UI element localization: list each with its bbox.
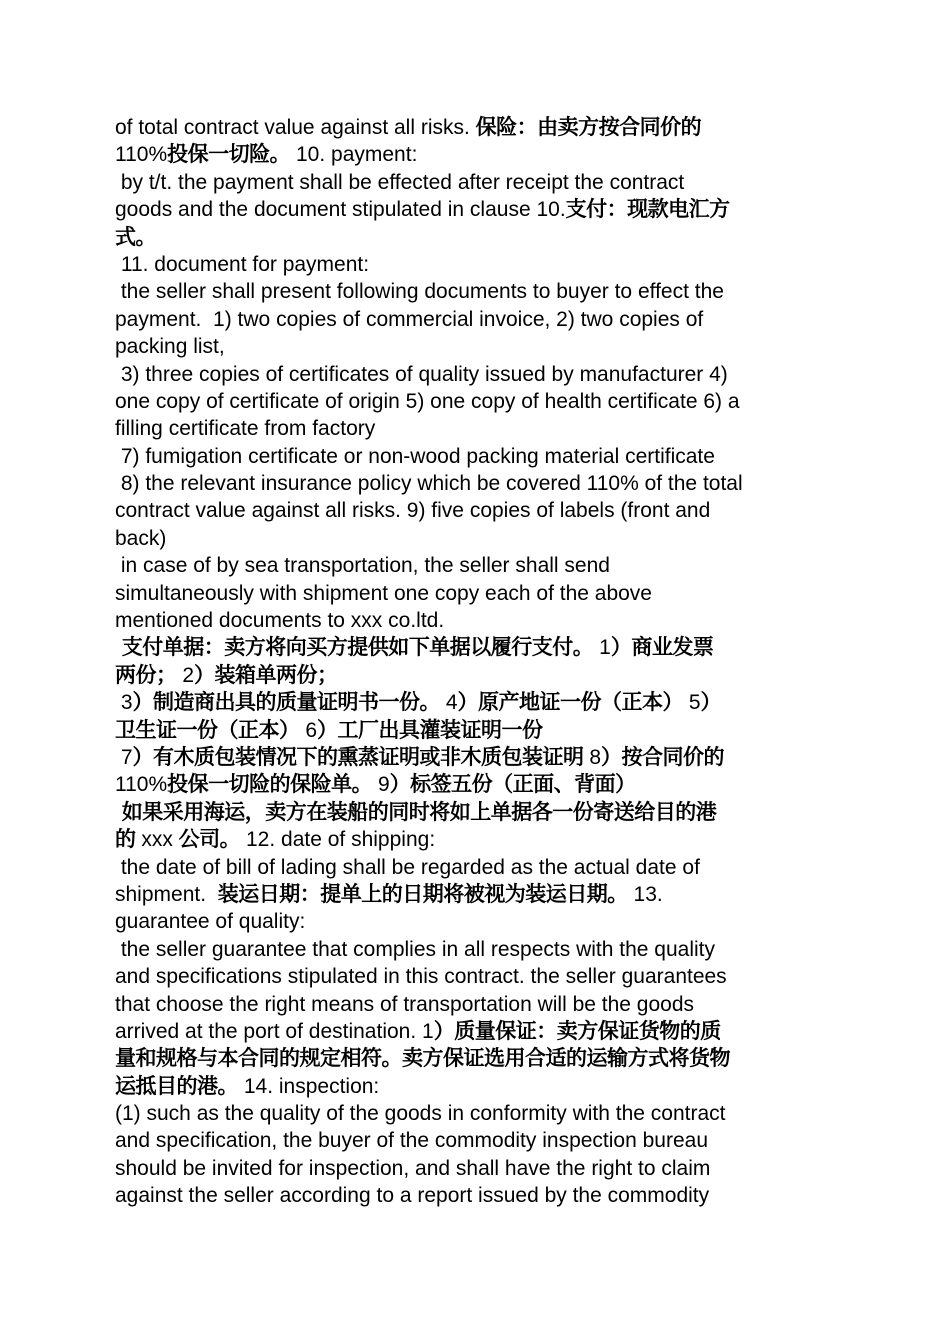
text-line xyxy=(115,607,840,634)
chinese-text-segment: 保险：由卖方按合同价的 xyxy=(475,115,702,139)
english-text-segment: 8 xyxy=(583,745,602,769)
text-line xyxy=(115,580,840,607)
english-text-segment: 3) three copies of certificates of quality issued by manufacturer 4) xyxy=(115,362,728,386)
english-text-segment: back) xyxy=(115,526,167,550)
text-line xyxy=(115,552,840,579)
english-text-segment: the seller shall present following documents to buyer to effect the xyxy=(115,280,724,304)
english-text-segment: 13. xyxy=(627,882,663,906)
english-text-segment: against the seller according to a report issued by the commodity xyxy=(115,1184,710,1208)
chinese-text-segment: ）按合同价的 xyxy=(601,744,725,769)
english-text-segment: guarantee of quality: xyxy=(115,910,306,934)
english-text-segment: and specification, the buyer of the commodity inspection bureau xyxy=(115,1129,709,1153)
text-line xyxy=(115,1100,840,1127)
text-line xyxy=(115,196,840,223)
english-text-segment: should be invited for inspection, and shall have the right to claim xyxy=(115,1156,711,1180)
text-line xyxy=(115,1155,840,1182)
chinese-text-segment: 量和规格与本合同的规定相符。卖方保证选用合适的运输方式将货物 xyxy=(115,1046,730,1071)
chinese-text-segment: 如果采用海运，卖方在装船的同时将如上单据各一份寄送给目的港 xyxy=(115,799,717,824)
english-text-segment: shipment. xyxy=(115,882,218,906)
chinese-text-segment: 装运日期：提单上的日期将被视为装运日期。 xyxy=(217,881,628,906)
english-text-segment: simultaneously with shipment one copy each of the above xyxy=(115,581,652,605)
text-line xyxy=(115,908,840,935)
text-line xyxy=(115,141,840,168)
english-text-segment: 3 xyxy=(115,691,133,715)
chinese-text-segment: ）商业发票 xyxy=(610,635,714,660)
text-line xyxy=(115,224,840,251)
text-line xyxy=(115,361,840,388)
text-line xyxy=(115,662,840,689)
english-text-segment: of total contract value against all risks. xyxy=(115,116,476,139)
english-text-segment: 6 xyxy=(299,718,318,742)
english-text-segment: that choose the right means of transportation will be the goods xyxy=(115,992,695,1016)
english-text-segment: 12. date of shipping: xyxy=(240,828,436,852)
text-line xyxy=(115,826,840,853)
english-text-segment: 4 xyxy=(440,691,458,715)
english-text-segment: payment. 1) two copies of commercial invoice, 2) two copies of xyxy=(115,307,704,331)
english-text-segment: 110% xyxy=(115,143,168,167)
english-text-segment: xxx xyxy=(135,828,179,852)
text-line xyxy=(115,936,840,963)
english-text-segment: packing list, xyxy=(115,335,225,359)
chinese-text-segment: 公司。 xyxy=(178,827,241,852)
chinese-text-segment: 卫生证一份（正本） xyxy=(115,717,300,742)
chinese-text-segment: 的 xyxy=(115,827,136,852)
chinese-text-segment: ）装箱单两份； xyxy=(194,662,338,687)
text-line xyxy=(115,689,840,716)
text-line xyxy=(115,1127,840,1154)
text-line xyxy=(115,771,840,798)
text-line xyxy=(115,497,840,524)
english-text-segment: the seller guarantee that complies in all respects with the quality xyxy=(115,937,715,961)
chinese-text-segment: ）有木质包装情况下的熏蒸证明或非木质包装证明 xyxy=(132,744,584,769)
chinese-text-segment: ）原产地证一份（正本） xyxy=(457,690,684,715)
text-line xyxy=(115,1182,840,1209)
text-line xyxy=(115,388,840,415)
english-text-segment: by t/t. the payment shall be effected after receipt the contract xyxy=(115,170,685,194)
text-line xyxy=(115,169,840,196)
english-text-segment: 7) fumigation certificate or non-wood packing material certificate xyxy=(115,444,715,468)
text-line xyxy=(115,443,840,470)
chinese-text-segment: ）制造商出具的质量证明书一份。 xyxy=(132,690,441,715)
text-line xyxy=(115,306,840,333)
text-line xyxy=(115,278,840,305)
english-text-segment: 5 xyxy=(683,691,701,715)
english-text-segment: 9 xyxy=(372,773,390,797)
english-text-segment: 1 xyxy=(593,636,611,660)
text-line xyxy=(115,963,840,990)
chinese-text-segment: 两份； xyxy=(115,662,177,687)
chinese-text-segment: ）工厂出具灌装证明一份 xyxy=(317,717,543,742)
english-text-segment: 110% xyxy=(115,773,168,797)
text-line xyxy=(115,470,840,497)
text-line xyxy=(115,251,840,278)
english-text-segment: 7 xyxy=(115,745,133,769)
chinese-text-segment: 支付：现款电汇方 xyxy=(565,197,730,222)
english-text-segment: 11. document for payment: xyxy=(115,252,370,276)
text-line xyxy=(115,991,840,1018)
english-text-segment: 10. payment: xyxy=(290,143,418,167)
text-line xyxy=(115,717,840,744)
english-text-segment: arrived at the port of destination. 1 xyxy=(115,1019,434,1043)
text-line xyxy=(115,881,840,908)
text-line xyxy=(115,744,840,771)
text-line xyxy=(115,415,840,442)
english-text-segment: 8) the relevant insurance policy which be covered 110% of the total xyxy=(115,472,743,496)
text-line xyxy=(115,1018,840,1045)
text-line xyxy=(115,1073,840,1100)
english-text-segment: mentioned documents to xxx co.ltd. xyxy=(115,609,445,633)
chinese-text-segment: ）标签五份（正面、背面） xyxy=(389,772,636,797)
english-text-segment: 14. inspection: xyxy=(238,1074,380,1098)
english-text-segment: filling certificate from factory xyxy=(115,417,376,441)
chinese-text-segment: ）质量保证：卖方保证货物的质 xyxy=(433,1018,721,1043)
english-text-segment: one copy of certificate of origin 5) one copy of health certificate 6) a xyxy=(115,389,740,413)
chinese-text-segment: ） xyxy=(700,690,722,715)
contract-text-body xyxy=(115,114,840,1210)
text-line xyxy=(115,114,840,141)
chinese-text-segment: 投保一切险的保险单。 xyxy=(167,772,373,797)
english-text-segment: and specifications stipulated in this contract. the seller guarantees xyxy=(115,965,727,989)
english-text-segment: the date of bill of lading shall be regarded as the actual date of xyxy=(115,855,700,879)
chinese-text-segment: 支付单据：卖方将向买方提供如下单据以履行支付。 xyxy=(115,635,594,660)
english-text-segment: in case of by sea transportation, the seller shall send xyxy=(115,554,610,578)
text-line xyxy=(115,1045,840,1072)
text-line xyxy=(115,799,840,826)
english-text-segment: (1) such as the quality of the goods in conformity with the contract xyxy=(115,1102,726,1126)
text-line xyxy=(115,634,840,661)
chinese-text-segment: 式。 xyxy=(115,224,156,249)
text-line xyxy=(115,854,840,881)
chinese-text-segment: 投保一切险。 xyxy=(167,142,291,167)
english-text-segment: 2 xyxy=(176,663,195,687)
text-line xyxy=(115,333,840,360)
chinese-text-segment: 运抵目的港。 xyxy=(115,1073,238,1098)
text-line xyxy=(115,525,840,552)
english-text-segment: goods and the document stipulated in clause 10. xyxy=(115,198,566,222)
english-text-segment: contract value against all risks. 9) five copies of labels (front and xyxy=(115,499,711,523)
